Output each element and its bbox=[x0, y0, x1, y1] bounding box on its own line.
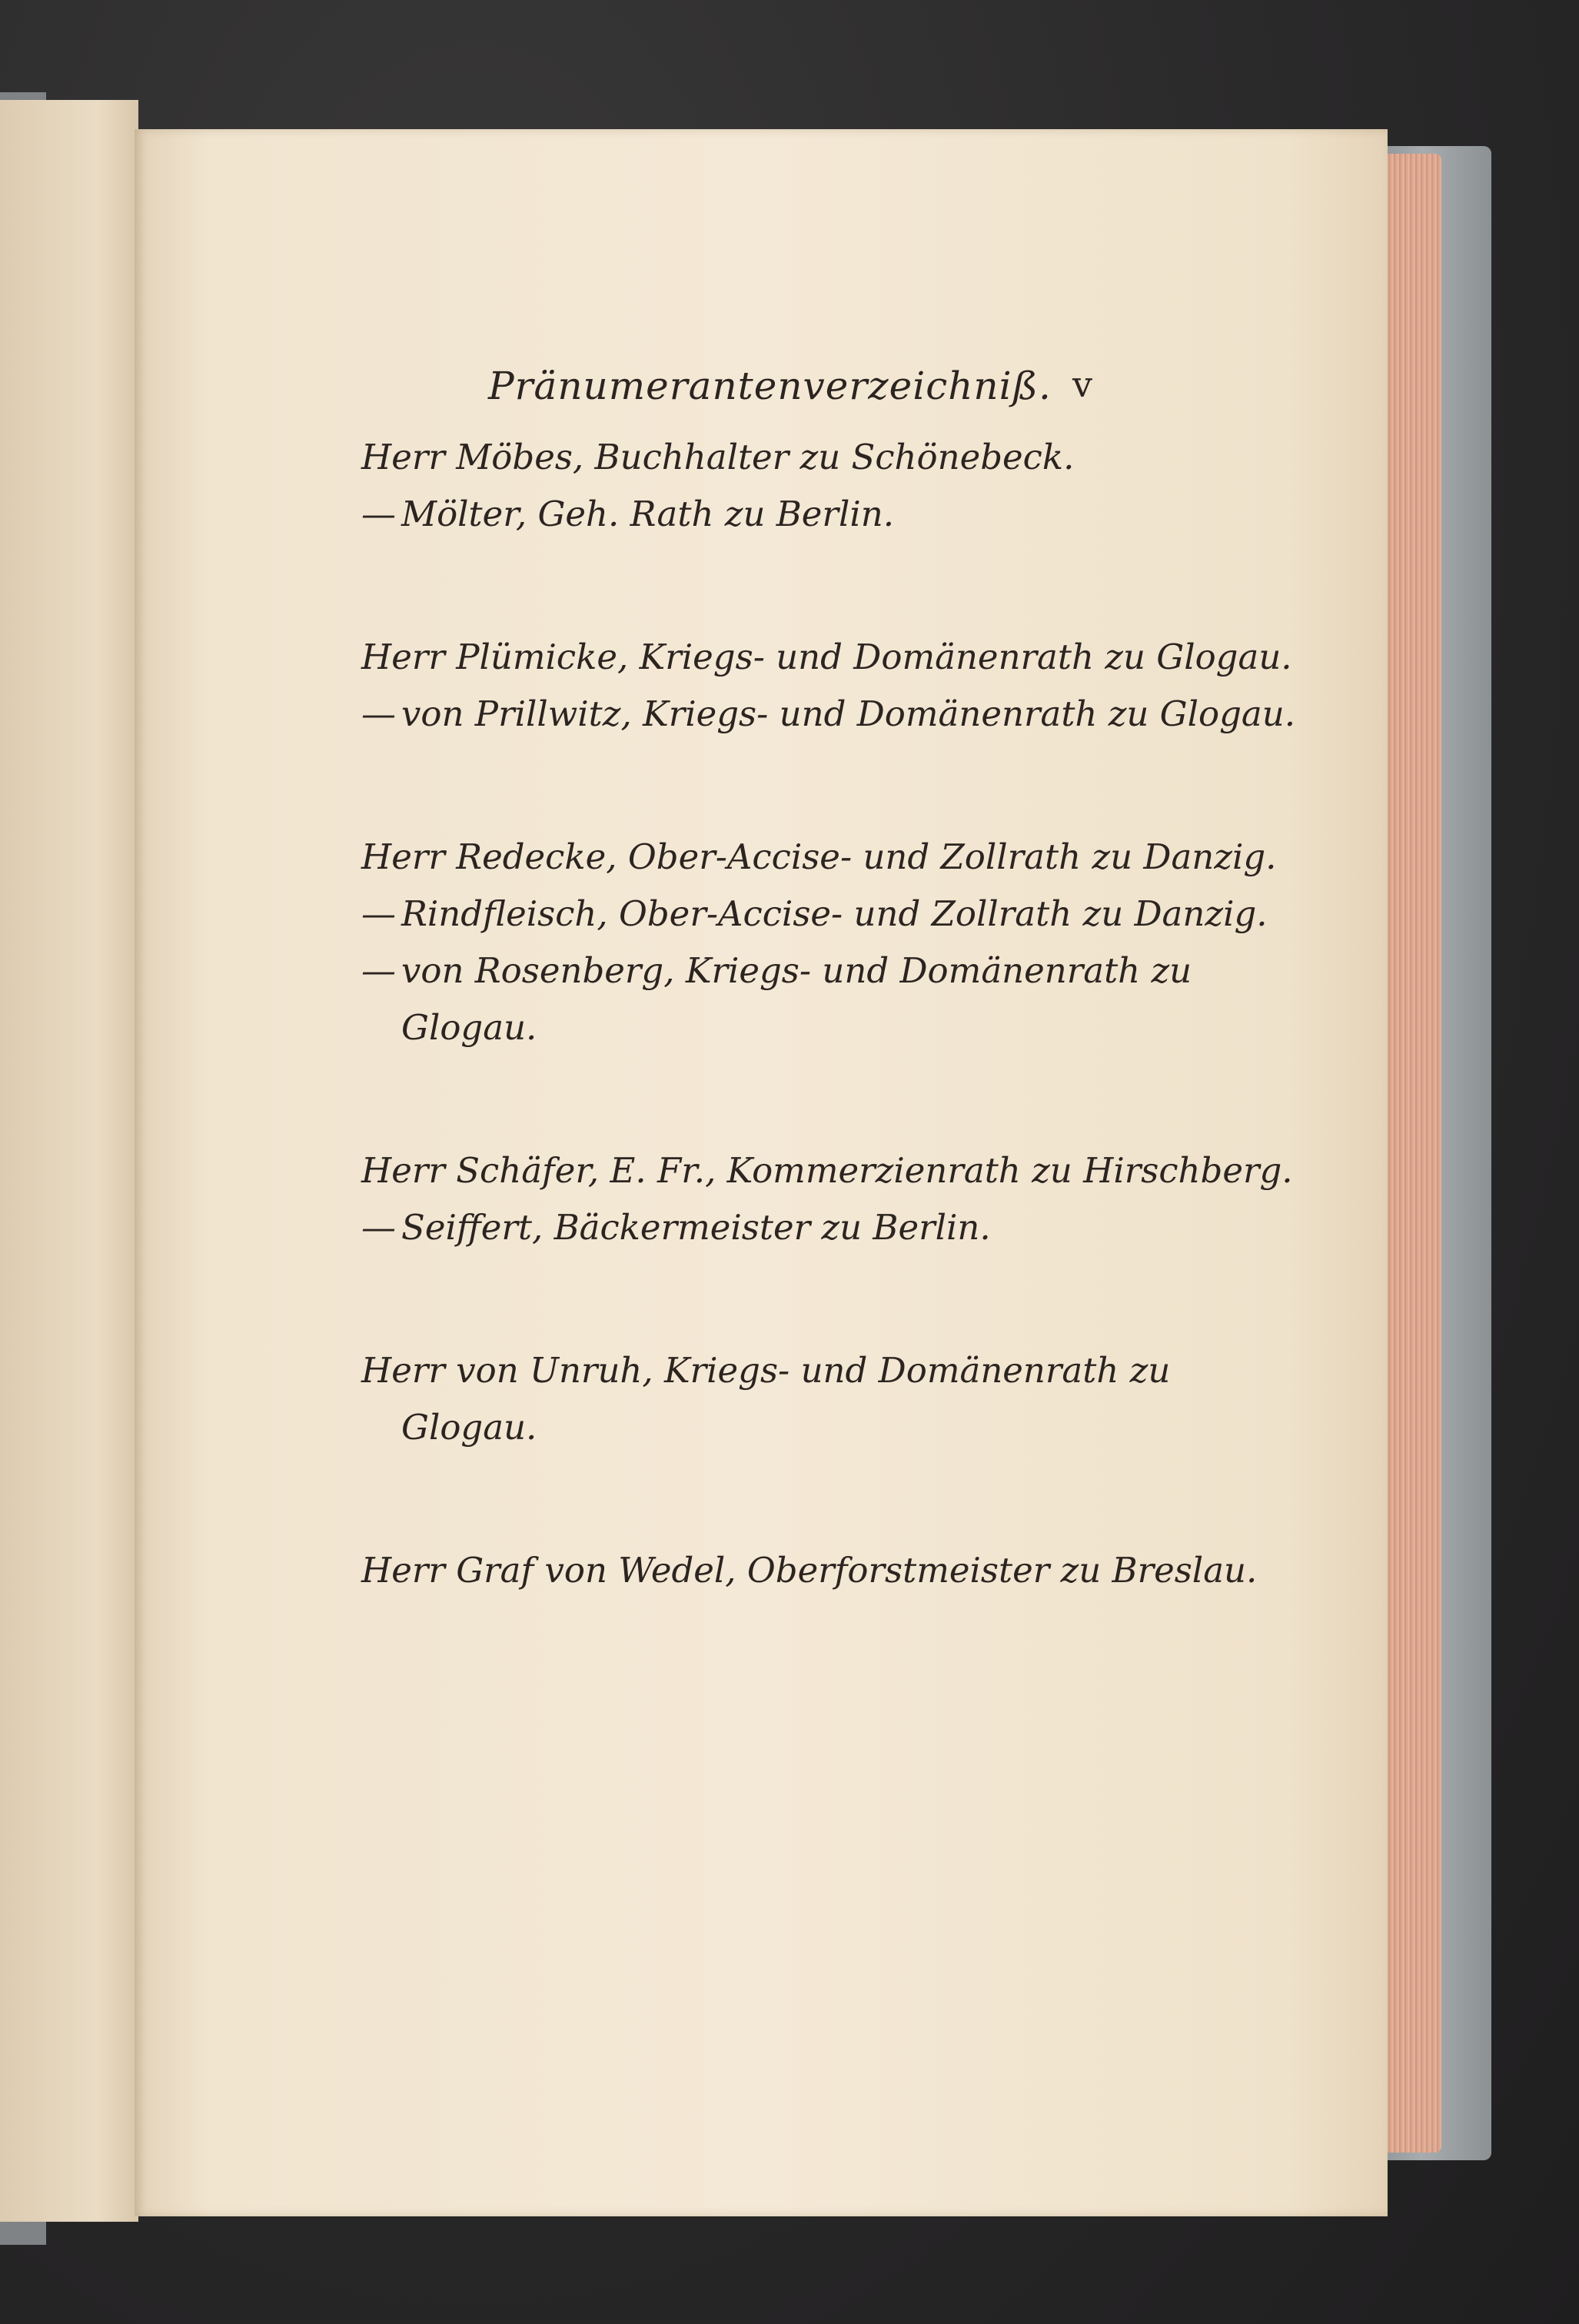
page-header bbox=[135, 364, 1388, 425]
list-group bbox=[361, 1342, 1307, 1456]
list-entry bbox=[361, 629, 1307, 686]
entry-text: Seiffert, Bäckermeister zu Berlin. bbox=[401, 1207, 991, 1248]
entry-prefix: Herr bbox=[361, 637, 445, 677]
entry-text: von Prillwitz, Kriegs- und Domänenrath zu Glogau. bbox=[401, 693, 1296, 734]
entry-prefix: Herr bbox=[361, 1150, 445, 1191]
entry-dash: — bbox=[361, 693, 396, 734]
book-page bbox=[135, 129, 1388, 2216]
entry-dash: — bbox=[361, 1207, 396, 1248]
list-group bbox=[361, 429, 1307, 543]
list-entry bbox=[361, 429, 1307, 486]
list-entry bbox=[361, 829, 1307, 886]
list-entry bbox=[361, 943, 1307, 1056]
entry-text: Plümicke, Kriegs- und Domänenrath zu Glogau. bbox=[456, 637, 1292, 677]
subscriber-list bbox=[361, 429, 1307, 1685]
entry-dash: — bbox=[361, 893, 396, 934]
list-group bbox=[361, 829, 1307, 1056]
list-group bbox=[361, 629, 1307, 743]
entry-text: Redecke, Ober-Accise- und Zollrath zu Danzig. bbox=[456, 836, 1277, 877]
entry-text: von Rosenberg, Kriegs- und Domänenrath zu Glogau. bbox=[401, 950, 1192, 1048]
entry-text: Möbes, Buchhalter zu Schönebeck. bbox=[456, 437, 1075, 477]
entry-text: von Unruh, Kriegs- und Domänenrath zu Glogau. bbox=[401, 1350, 1171, 1448]
list-entry bbox=[361, 1199, 1307, 1256]
entry-prefix: Herr bbox=[361, 836, 445, 877]
running-title: Pränumerantenverzeichniß. bbox=[488, 364, 1052, 408]
list-entry bbox=[361, 486, 1307, 543]
entry-text: Rindfleisch, Ober-Accise- und Zollrath zu Danzig. bbox=[401, 893, 1268, 934]
list-entry bbox=[361, 686, 1307, 743]
entry-dash: — bbox=[361, 494, 396, 534]
list-entry bbox=[361, 1342, 1307, 1456]
entry-text: Mölter, Geh. Rath zu Berlin. bbox=[401, 494, 895, 534]
entry-prefix: Herr bbox=[361, 1550, 445, 1591]
list-group bbox=[361, 1142, 1307, 1256]
page-edges bbox=[1380, 154, 1441, 2153]
entry-text: Graf von Wedel, Oberforstmeister zu Breslau. bbox=[456, 1550, 1258, 1591]
entry-text: Schäfer, E. Fr., Kommerzienrath zu Hirschberg. bbox=[456, 1150, 1293, 1191]
list-entry bbox=[361, 1142, 1307, 1199]
list-entry bbox=[361, 886, 1307, 943]
entry-dash: — bbox=[361, 950, 396, 991]
page-number: v bbox=[1072, 364, 1092, 405]
list-entry bbox=[361, 1542, 1307, 1599]
left-page-edge bbox=[0, 100, 138, 2222]
list-group bbox=[361, 1542, 1307, 1599]
entry-prefix: Herr bbox=[361, 1350, 445, 1391]
entry-prefix: Herr bbox=[361, 437, 445, 477]
